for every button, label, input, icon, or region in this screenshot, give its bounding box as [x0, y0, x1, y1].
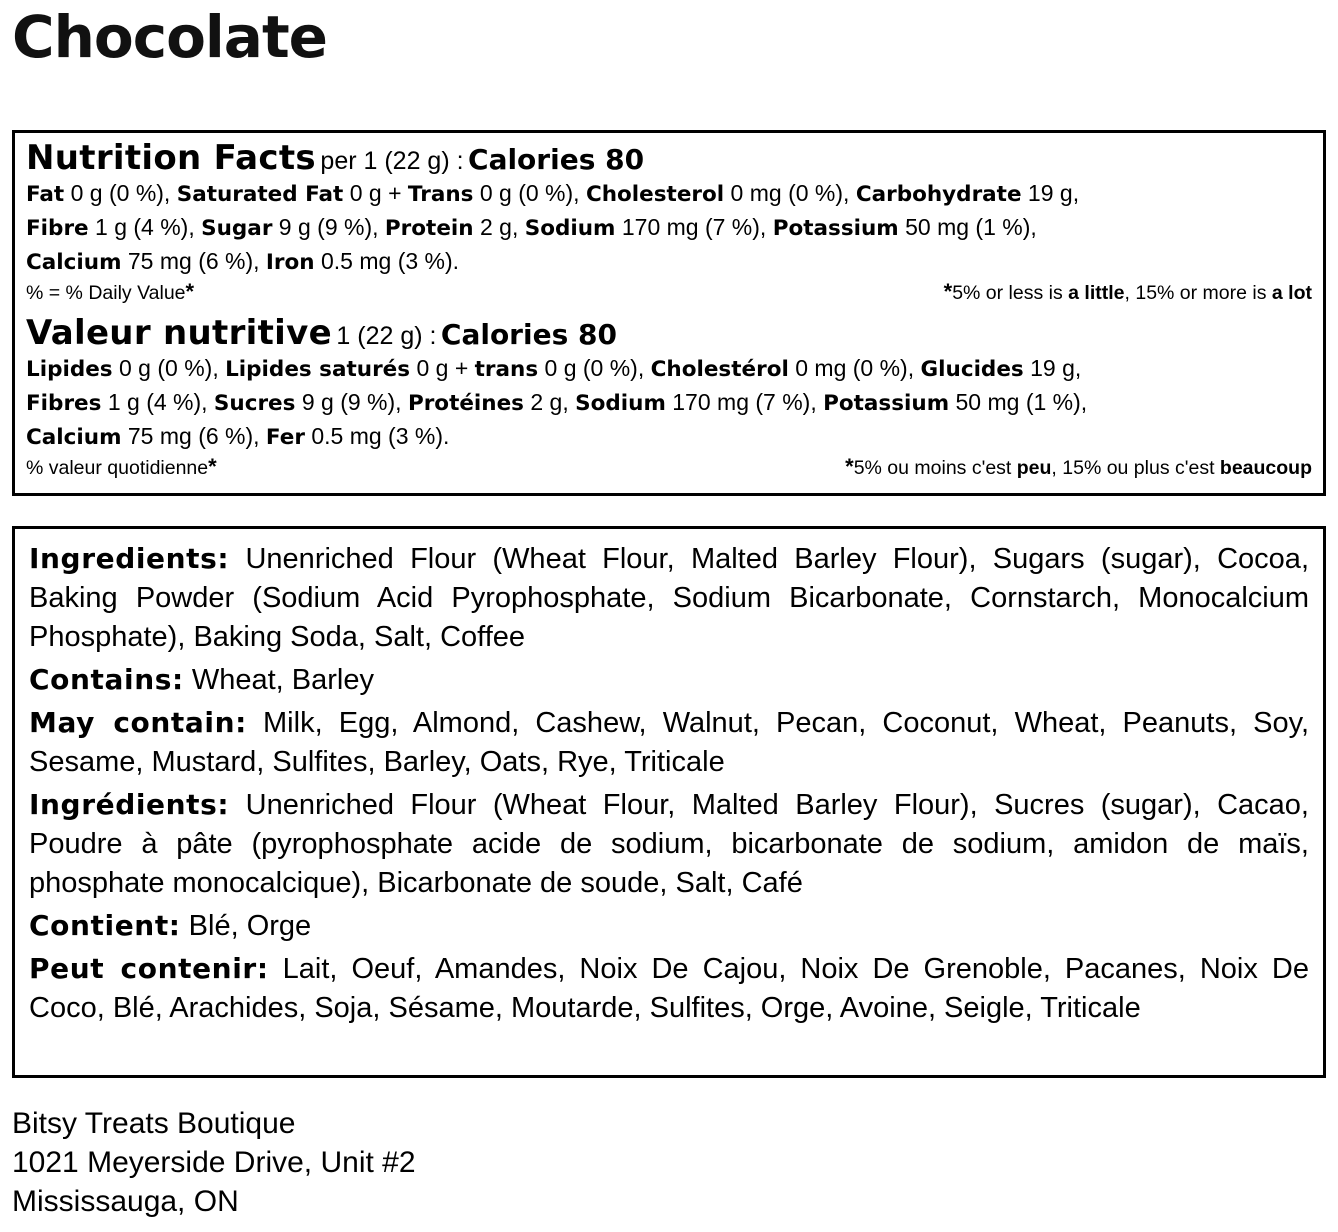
nutrient-line — [26, 177, 1312, 211]
daily-value-legend: % valeur quotidienne* — [26, 454, 217, 479]
asterisk-icon: * — [845, 454, 854, 479]
nutrient-label: Calcium — [26, 250, 122, 275]
nutrition-facts-french — [26, 308, 1312, 481]
nutrient-value: 0.5 mg (3 %). — [314, 248, 460, 274]
nutrient-label: Cholestérol — [650, 357, 789, 382]
may-contain-french — [29, 949, 1309, 1028]
nutrient-value: 0 g (0 %), — [538, 355, 651, 381]
nutrient-value: 0 g (0 %), — [64, 180, 177, 206]
asterisk-icon: * — [208, 454, 217, 479]
nutrition-heading: Valeur nutritive — [26, 313, 332, 353]
ingredients-french — [29, 785, 1309, 903]
nutrient-value: 170 mg (7 %), — [615, 214, 773, 240]
may-contain-english — [29, 703, 1309, 782]
city-province: Mississauga, ON — [12, 1185, 239, 1218]
nutrition-header-en — [26, 133, 1312, 177]
nutrient-value: 0 g (0 %), — [112, 355, 226, 381]
nutrient-line — [26, 352, 1312, 386]
contains-label: Contient: — [29, 909, 181, 942]
nutrient-label: Protéines — [407, 391, 524, 416]
nutrient-label: Sodium — [524, 216, 616, 241]
nutrient-line — [26, 386, 1312, 420]
nutrient-value: 1 g (4 %), — [88, 214, 202, 240]
business-name: Bitsy Treats Boutique — [12, 1107, 296, 1140]
calories: Calories 80 — [440, 318, 617, 351]
nutrient-label: Sugar — [201, 216, 273, 241]
nutrient-label: Fat — [26, 182, 65, 207]
ingredients-label: Ingrédients: — [29, 788, 230, 821]
nutrient-label: Potassium — [823, 391, 950, 416]
asterisk-icon: * — [943, 279, 953, 304]
nutrient-value: 0 g + — [410, 355, 475, 381]
daily-value-note: *5% or less is a little, 15% or more is a lot — [943, 279, 1312, 304]
street-address: 1021 Meyerside Drive, Unit #2 — [12, 1146, 416, 1179]
nutrient-label: Sodium — [575, 391, 666, 416]
ingredients-box — [12, 526, 1326, 1078]
contains-text: Wheat, Barley — [183, 664, 374, 696]
may-contain-text: Lait, Oeuf, Amandes, Noix De Cajou, Noix De Grenoble, Pacanes, Noix De Coco, Blé, Arachides, Soja, Sésame, Moutarde, Sulfites, Orge, Avoine, Seigle, Triticale — [29, 953, 1309, 1024]
serving-size: 1 (22 g) : — [336, 322, 437, 350]
nutrient-line — [26, 420, 1312, 454]
nutrition-facts-table — [12, 130, 1326, 496]
may-contain-text: Milk, Egg, Almond, Cashew, Walnut, Pecan, Coconut, Wheat, Peanuts, Soy, Sesame, Mustard, Sulfites, Barley, Oats, Rye, Triticale — [29, 707, 1310, 778]
nutrient-label: Fibre — [26, 216, 89, 241]
nutrient-line — [26, 245, 1312, 279]
nutrient-value: 75 mg (6 %), — [121, 248, 266, 274]
contains-label: Contains: — [29, 663, 184, 696]
daily-value-legend: % = % Daily Value* — [26, 279, 195, 304]
serving-size: per 1 (22 g) : — [320, 147, 464, 175]
nutrient-value: 0 mg (0 %), — [788, 355, 921, 381]
product-title: Chocolate — [12, 3, 328, 71]
nutrient-label: Lipides — [26, 357, 113, 382]
nutrient-value: 2 g, — [473, 214, 525, 240]
nutrient-label: Iron — [265, 250, 315, 275]
nutrient-value: 2 g, — [523, 389, 576, 415]
ingredients-label: Ingredients: — [29, 542, 230, 575]
daily-value-row — [26, 279, 1312, 306]
nutrient-value: 9 g (9 %), — [295, 389, 408, 415]
nutrition-heading: Nutrition Facts — [26, 138, 316, 178]
asterisk-icon: * — [185, 279, 195, 304]
may-contain-label: Peut contenir: — [29, 952, 269, 985]
nutrition-facts-english — [26, 133, 1312, 306]
nutrient-label: Carbohydrate — [855, 182, 1022, 207]
nutrient-value: 19 g, — [1023, 355, 1082, 381]
may-contain-label: May contain: — [29, 706, 247, 739]
nutrient-line — [26, 211, 1312, 245]
ingredients-text: Unenriched Flour (Wheat Flour, Malted Barley Flour), Sucres (sugar), Cacao, Poudre à pâte (pyrophosphate acide de sodium, bicarbonate de sodium, amidon de maïs, phosphate monocalcique), Bicarbonate de soude, Salt, Café — [29, 789, 1309, 899]
nutrient-label: Sucres — [213, 391, 296, 416]
daily-value-note: *5% ou moins c'est peu, 15% ou plus c'est beaucoup — [845, 454, 1312, 479]
nutrient-label: Lipides saturés — [225, 357, 411, 382]
contains-text: Blé, Orge — [180, 910, 312, 942]
nutrient-value: 170 mg (7 %), — [665, 389, 824, 415]
nutrient-value: 0.5 mg (3 %). — [304, 423, 450, 449]
nutrient-value: 0 mg (0 %), — [724, 180, 856, 206]
business-address — [12, 1104, 416, 1221]
nutrient-label: Potassium — [772, 216, 899, 241]
nutrient-value: 19 g, — [1021, 180, 1080, 206]
contains-french — [29, 906, 1309, 946]
nutrient-value: 0 g (0 %), — [473, 180, 586, 206]
nutrient-value: 0 g + — [343, 180, 408, 206]
nutrient-label: Saturated Fat — [176, 182, 344, 207]
nutrient-value: 50 mg (1 %), — [949, 389, 1088, 415]
ingredients-text: Unenriched Flour (Wheat Flour, Malted Barley Flour), Sugars (sugar), Cocoa, Baking Powder (Sodium Acid Pyrophosphate, Sodium Bicarbonate, Cornstarch, Monocalcium Phosphate), Baking Soda, Salt, Coffee — [29, 543, 1309, 653]
nutrient-value: 9 g (9 %), — [272, 214, 385, 240]
nutrient-label: Calcium — [26, 425, 122, 450]
nutrient-label: Cholesterol — [585, 182, 725, 207]
daily-value-row — [26, 454, 1312, 481]
ingredients-english — [29, 539, 1309, 657]
nutrient-label: Fer — [265, 425, 305, 450]
nutrient-value: 1 g (4 %), — [101, 389, 214, 415]
contains-english — [29, 660, 1309, 700]
nutrient-label: Fibres — [26, 391, 102, 416]
nutrient-label: Glucides — [920, 357, 1024, 382]
nutrient-label: trans — [474, 357, 539, 382]
nutrient-value: 75 mg (6 %), — [121, 423, 266, 449]
calories: Calories 80 — [468, 143, 645, 176]
nutrient-value: 50 mg (1 %), — [898, 214, 1037, 240]
nutrient-label: Trans — [407, 182, 474, 207]
nutrition-header-fr — [26, 308, 1312, 352]
nutrient-label: Protein — [384, 216, 474, 241]
